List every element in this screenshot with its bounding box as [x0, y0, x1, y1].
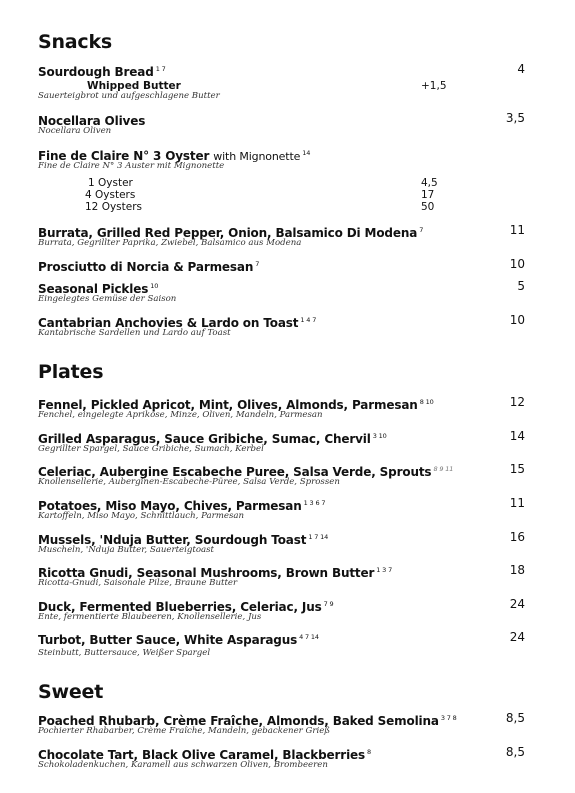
allergen-codes: 1 3 6 7	[303, 499, 326, 507]
allergen-codes: 7 9	[323, 600, 334, 608]
menu-item	[38, 145, 525, 172]
item-name-suffix: with Mignonette	[213, 150, 301, 163]
item-description: Sauerteigbrot und aufgeschlagene Butter	[38, 91, 220, 101]
allergen-codes: 7	[255, 260, 260, 268]
item-name: Fine de Claire N° 3 Oyster with Mignonette $^{14}$	[38, 149, 311, 163]
item-desc-wrap	[38, 91, 525, 102]
item-price: 18	[509, 563, 525, 577]
menu-item	[38, 744, 525, 771]
section-title-snacks: Snacks	[38, 31, 113, 53]
item-description: Ente, fermentierte Blaubeeren, Knollensellerie, Jus	[38, 612, 262, 622]
item-name: Grilled Asparagus, Sauce Gribiche, Sumac, Chervil $^{3 10}$	[38, 432, 387, 446]
allergen-codes: 10	[150, 282, 159, 290]
menu-item	[38, 461, 525, 488]
item-description: Muscheln, 'Nduja Butter, Sauerteigtoast	[38, 545, 214, 555]
item-description: Burrata, Gegrillter Paprika, Zwiebel, Balsamico aus Modena	[38, 238, 302, 248]
item-name: Chocolate Tart, Black Olive Caramel, Blackberries $^8$	[38, 748, 372, 762]
item-price: 12	[509, 395, 525, 409]
allergen-codes: 7	[419, 226, 424, 234]
menu-item	[38, 710, 525, 737]
item-price: 24	[509, 630, 525, 644]
item-description: Kantabrische Sardellen und Lardo auf Toast	[38, 328, 231, 338]
addon-price: +1,5	[421, 80, 447, 92]
menu-item	[38, 529, 525, 556]
allergen-codes: 1 4 7	[300, 316, 317, 324]
item-name: Cantabrian Anchovies & Lardo on Toast $^{1 4 7}$	[38, 316, 317, 330]
option-label: 4 Oysters	[85, 189, 136, 201]
menu-item	[38, 495, 525, 522]
addon-name: Whipped Butter	[87, 80, 181, 92]
item-name: Celeriac, Aubergine Escabeche Puree, Salsa Verde, Sprouts $^{8 9 11}$	[38, 465, 454, 479]
allergen-codes: 14	[302, 149, 311, 157]
item-name: Burrata, Grilled Red Pepper, Onion, Balsamico Di Modena $^7$	[38, 226, 424, 240]
item-description: Nocellara Oliven	[38, 126, 112, 136]
menu-item	[38, 256, 525, 272]
menu-item	[38, 596, 525, 623]
item-description: Eingelegtes Gemüse der Saison	[38, 294, 177, 304]
item-price: 16	[509, 530, 525, 544]
item-description: Ricotta-Gnudi, Saisonale Pilze, Braune Butter	[38, 578, 238, 588]
item-description: Fenchel, eingelegte Aprikose, Minze, Oliven, Mandeln, Parmesan	[38, 410, 323, 420]
item-price: 11	[509, 496, 525, 510]
menu-item	[38, 110, 525, 137]
allergen-codes: 3 7 8	[440, 714, 457, 722]
allergen-codes: 8	[367, 748, 372, 756]
item-price: 14	[509, 429, 525, 443]
item-description: Fine de Claire N° 3 Auster mit Mignonette	[38, 161, 225, 171]
item-description: Kartoffeln, Miso Mayo, Schnittlauch, Parmesan	[38, 511, 245, 521]
option-label: 1 Oyster	[88, 177, 133, 189]
item-name: Fennel, Pickled Apricot, Mint, Olives, Almonds, Parmesan $^{8 10}$	[38, 398, 434, 412]
item-price: 8,5	[505, 711, 525, 725]
menu-item	[38, 394, 525, 421]
item-description: Schokoladenkuchen, Karamell aus schwarzen Oliven, Brombeeren	[38, 760, 328, 770]
item-name: Mussels, 'Nduja Butter, Sourdough Toast $^{1 7 14}$	[38, 533, 329, 547]
item-description: Gegrillter Spargel, Sauce Gribiche, Sumach, Kerbel	[38, 444, 264, 454]
allergen-codes: 3 10	[372, 432, 387, 440]
item-name: Seasonal Pickles $^{10}$	[38, 282, 159, 296]
section-title-plates: Plates	[38, 361, 104, 383]
section-title-sweet: Sweet	[38, 681, 104, 703]
item-description: Pochierter Rhabarber, Crème Fraîche, Mandeln, gebackener Grieß	[38, 726, 331, 736]
item-name: Nocellara Olives	[38, 114, 146, 128]
item-price: 3,5	[505, 111, 525, 125]
item-price: 8,5	[505, 745, 525, 759]
item-name: Duck, Fermented Blueberries, Celeriac, Jus $^{7 9}$	[38, 600, 334, 614]
allergen-codes: 1 7 14	[308, 533, 329, 541]
allergen-codes: 8 9 11	[433, 465, 454, 473]
option-price: 4,5	[421, 177, 438, 189]
item-price: 11	[509, 223, 525, 237]
item-name: Sourdough Bread $^{1 7}$	[38, 65, 166, 79]
menu-item	[38, 428, 525, 455]
menu-item	[38, 562, 525, 589]
item-price: 10	[509, 257, 525, 271]
item-price: 24	[509, 597, 525, 611]
menu-item	[38, 61, 525, 77]
allergen-codes: 4 7 14	[299, 633, 319, 641]
menu-item	[38, 629, 525, 659]
menu-item	[38, 312, 525, 339]
item-price: 10	[509, 313, 525, 327]
option-price: 50	[421, 201, 435, 213]
allergen-codes: 8 10	[419, 398, 434, 406]
item-description: Steinbutt, Buttersauce, Weißer Spargel	[38, 648, 211, 658]
item-name: Potatoes, Miso Mayo, Chives, Parmesan $^{1 3 6 7}$	[38, 499, 326, 513]
option-price: 17	[421, 189, 435, 201]
item-name: Turbot, Butter Sauce, White Asparagus $^{4 7 14}$	[38, 633, 319, 647]
item-price: 15	[509, 462, 525, 476]
allergen-codes: 1 7	[155, 65, 166, 73]
item-name: Ricotta Gnudi, Seasonal Mushrooms, Brown Butter $^{1 3 7}$	[38, 566, 393, 580]
item-name: Poached Rhubarb, Crème Fraîche, Almonds, Baked Semolina $^{3 7 8}$	[38, 714, 457, 728]
item-price: 5	[517, 279, 525, 293]
item-price: 4	[517, 62, 525, 76]
menu-item	[38, 278, 525, 305]
option-label: 12 Oysters	[85, 201, 143, 213]
item-name: Prosciutto di Norcia & Parmesan $^7$	[38, 260, 260, 274]
allergen-codes: 1 3 7	[376, 566, 393, 574]
item-description: Knollensellerie, Auberginen-Escabeche-Püree, Salsa Verde, Sprossen	[38, 477, 340, 487]
menu-item	[38, 222, 525, 249]
